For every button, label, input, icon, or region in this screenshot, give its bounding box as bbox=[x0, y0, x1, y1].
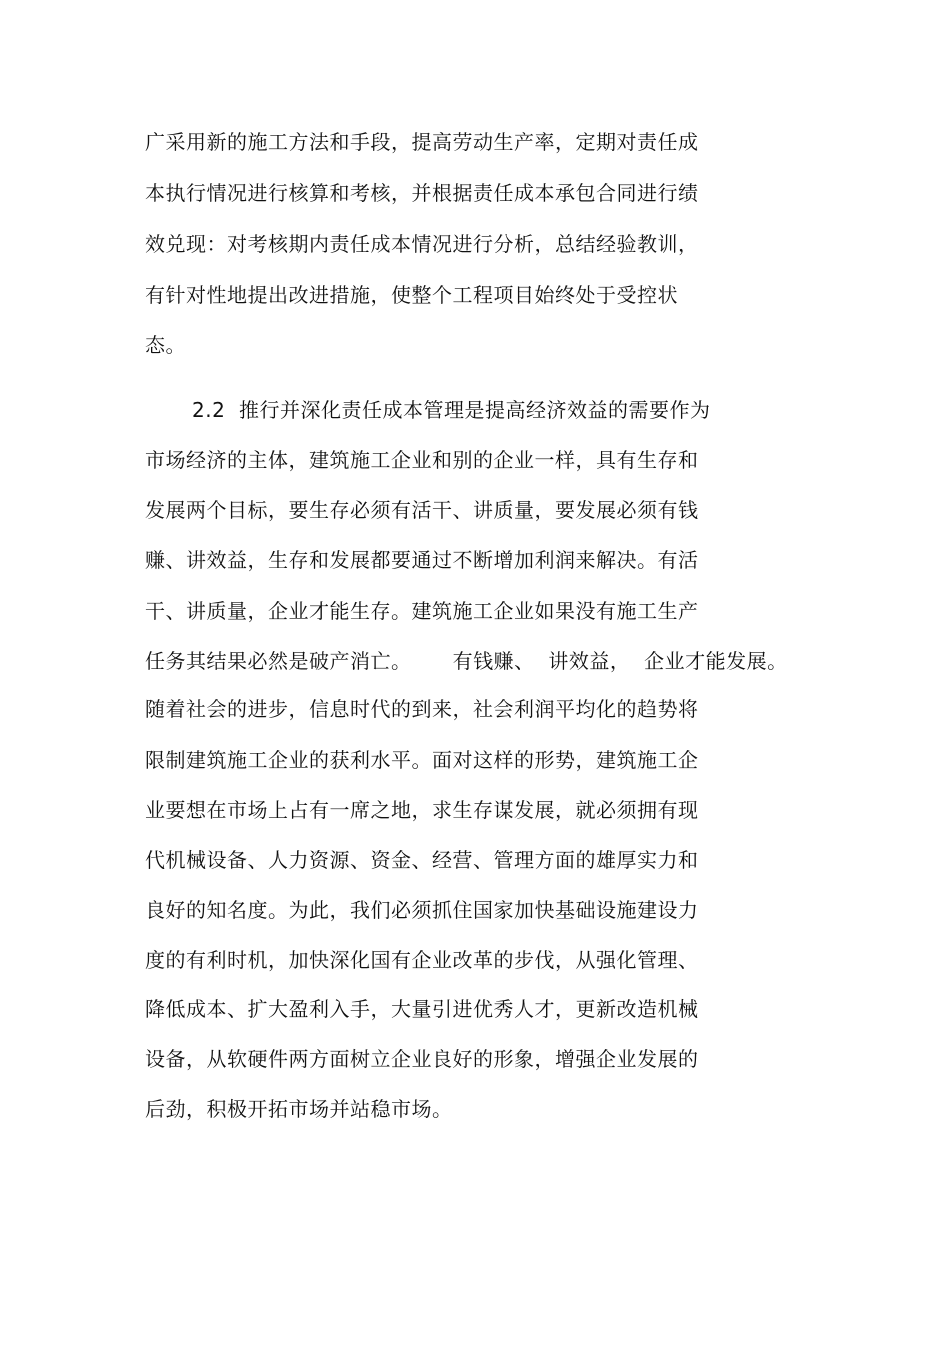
paragraph-1-line: 有针对性地提出改进措施，使整个工程项目始终处于受控状 bbox=[145, 283, 678, 307]
paragraph-2-line: 限制建筑施工企业的获利水平。面对这样的形势，建筑施工企 bbox=[145, 748, 699, 772]
paragraph-2-line: 任务其结果必然是破产消亡。 有钱赚、 讲效益， 企业才能发展。 bbox=[145, 649, 788, 673]
paragraph-1-line: 本执行情况进行核算和考核，并根据责任成本承包合同进行绩 bbox=[145, 181, 699, 205]
paragraph-2-line: 干、讲质量，企业才能生存。建筑施工企业如果没有施工生产 bbox=[145, 599, 699, 623]
paragraph-2-line: 随着社会的进步，信息时代的到来，社会利润平均化的趋势将 bbox=[145, 697, 699, 721]
paragraph-2-line: 后劲，积极开拓市场并站稳市场。 bbox=[145, 1097, 453, 1121]
paragraph-2-line: 降低成本、扩大盈利入手，大量引进优秀人才，更新改造机械 bbox=[145, 997, 699, 1021]
paragraph-2-line: 业要想在市场上占有一席之地，求生存谋发展，就必须拥有现 bbox=[145, 798, 699, 822]
paragraph-2-line: 度的有利时机，加快深化国有企业改革的步伐，从强化管理、 bbox=[145, 948, 699, 972]
paragraph-2-line: 市场经济的主体，建筑施工企业和别的企业一样，具有生存和 bbox=[145, 448, 699, 472]
paragraph-2-line: 设备，从软硬件两方面树立企业良好的形象，增强企业发展的 bbox=[145, 1047, 699, 1071]
paragraph-1-line: 效兑现：对考核期内责任成本情况进行分析，总结经验教训， bbox=[145, 232, 699, 256]
paragraph-2-line: 发展两个目标，要生存必须有活干、讲质量，要发展必须有钱 bbox=[145, 498, 699, 522]
paragraph-1-line: 广采用新的施工方法和手段，提高劳动生产率，定期对责任成 bbox=[145, 130, 699, 154]
paragraph-2-line: 赚、讲效益，生存和发展都要通过不断增加利润来解决。有活 bbox=[145, 548, 699, 572]
section-heading-line: 2.2 推行并深化责任成本管理是提高经济效益的需要作为 bbox=[192, 398, 711, 422]
paragraph-2-line: 良好的知名度。为此，我们必须抓住国家加快基础设施建设力 bbox=[145, 898, 699, 922]
paragraph-1-line: 态。 bbox=[145, 333, 186, 357]
paragraph-2-line: 代机械设备、人力资源、资金、经营、管理方面的雄厚实力和 bbox=[145, 848, 699, 872]
